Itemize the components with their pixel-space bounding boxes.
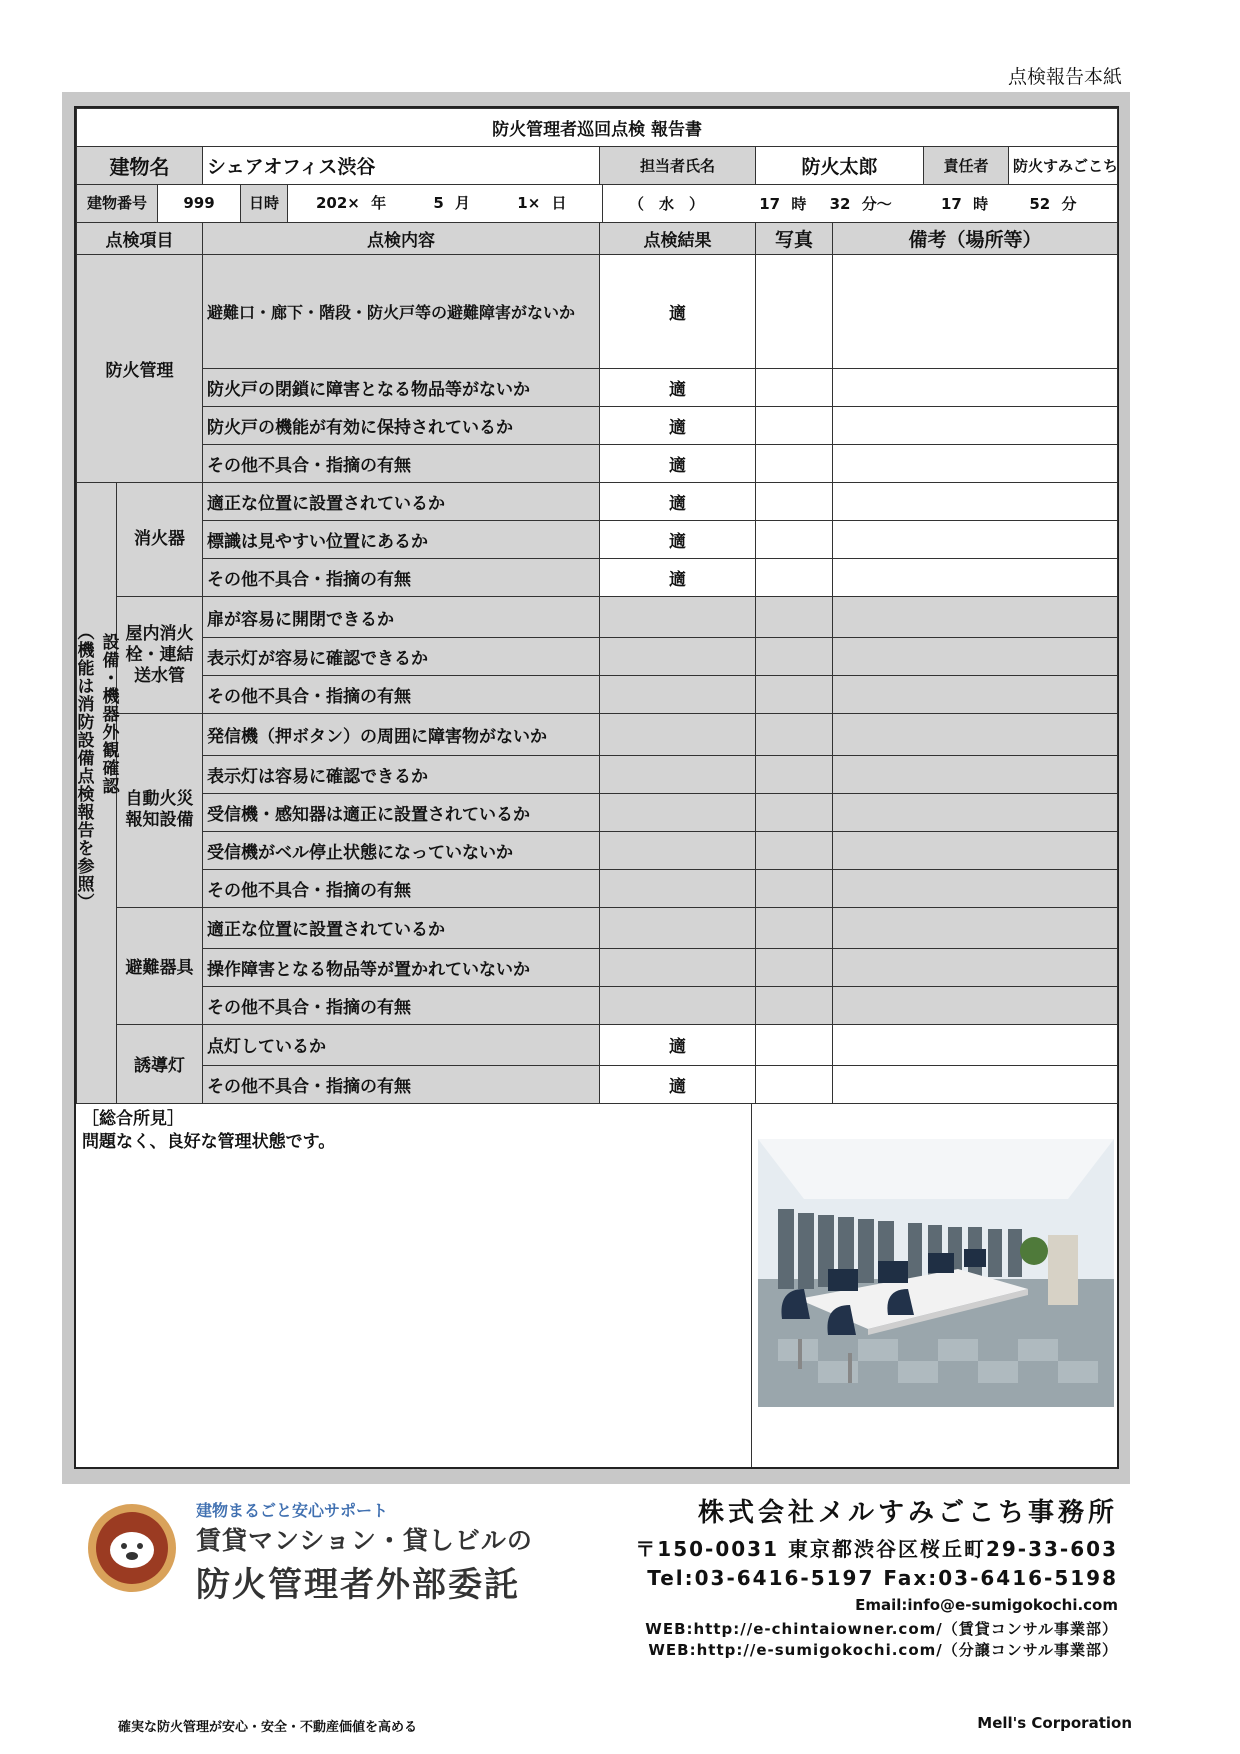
report-sheet <box>74 106 1119 1469</box>
equipment-group <box>73 483 119 1104</box>
photo-cell <box>756 831 833 869</box>
end-minute: 52 <box>1029 195 1051 213</box>
photo-cell <box>756 597 833 638</box>
check-content: その他不具合・指摘の有無 <box>203 559 600 597</box>
check-content: 防火戸の閉鎖に障害となる物品等がないか <box>203 369 600 407</box>
photo-cell <box>756 869 833 907</box>
building-number-label: 建物番号 <box>77 185 158 222</box>
photo-cell <box>756 255 833 369</box>
remarks-cell <box>833 831 1118 869</box>
start-minute: 32 <box>829 195 851 213</box>
check-result <box>600 714 756 755</box>
check-result <box>600 638 756 676</box>
remarks-cell <box>833 597 1118 638</box>
check-result <box>600 755 756 793</box>
opinion-text: 問題なく、良好な管理状態です。 <box>82 1132 336 1152</box>
photo-cell <box>756 793 833 831</box>
header-photo: 写真 <box>756 223 833 255</box>
start-hour: 17 <box>759 195 781 213</box>
check-content: その他不具合・指摘の有無 <box>203 869 600 907</box>
evacuation-label: 避難器具 <box>117 907 203 1024</box>
remarks-cell <box>833 986 1118 1024</box>
remarks-cell <box>833 948 1118 986</box>
check-content: 適正な位置に設置されているか <box>203 907 600 948</box>
photo-cell <box>756 483 833 521</box>
company-info <box>635 1492 1118 1660</box>
year: 202× <box>316 194 360 212</box>
weekday: （ 水 ） <box>629 195 705 213</box>
date-label: 日時 <box>241 185 288 222</box>
company-name: 株式会社メルすみごこち事務所 <box>697 1498 1118 1528</box>
equipment-label: 設備・機器外観確認 <box>98 633 119 795</box>
check-content: 受信機・感知器は適正に設置されているか <box>203 793 600 831</box>
photo-cell <box>756 369 833 407</box>
header-item: 点検項目 <box>77 223 203 255</box>
photo-cell <box>756 445 833 483</box>
end-hour-unit: 時 <box>973 195 989 213</box>
building-name-label: 建物名 <box>77 147 203 185</box>
report-title: 防火管理者巡回点検 報告書 <box>77 109 1118 147</box>
date-row <box>77 185 1117 222</box>
check-content: 受信機がベル停止状態になっていないか <box>203 831 600 869</box>
start-minute-unit: 分～ <box>861 195 892 213</box>
photo-cell <box>756 907 833 948</box>
company-web-sumigokochi[interactable]: WEB:http://e-sumigokochi.com/（分譲コンサル事業部） <box>648 1641 1118 1659</box>
remarks-cell <box>833 407 1118 445</box>
photo-cell <box>756 1024 833 1065</box>
inspector-name: 防火太郎 <box>756 147 924 185</box>
start-hour-unit: 時 <box>791 195 807 213</box>
check-result <box>600 597 756 638</box>
manager-name: 防火すみごこち <box>1009 147 1118 185</box>
check-content: 扉が容易に開閉できるか <box>203 597 600 638</box>
photo-cell <box>756 755 833 793</box>
check-result: 適 <box>600 483 756 521</box>
check-result <box>600 831 756 869</box>
photo-cell <box>756 407 833 445</box>
company-email[interactable]: Email:info@e-sumigokochi.com <box>855 1596 1118 1614</box>
hydrant-label: 屋内消火栓・連結送水管 <box>117 597 203 714</box>
photo-cell <box>756 986 833 1024</box>
header-remarks: 備考（場所等） <box>833 223 1118 255</box>
remarks-cell <box>833 1024 1118 1065</box>
check-result <box>600 986 756 1024</box>
remarks-cell <box>833 255 1118 369</box>
remarks-cell <box>833 1066 1118 1104</box>
summary-area <box>76 1104 1117 1467</box>
time-value <box>603 193 1117 214</box>
manager-label: 責任者 <box>924 147 1009 185</box>
equipment-note: （機能は消防設備点検報告を参照） <box>73 623 94 911</box>
check-content: 適正な位置に設置されているか <box>203 483 600 521</box>
inspection-table <box>73 108 1119 1104</box>
year-unit: 年 <box>371 194 387 212</box>
overall-opinion <box>76 1104 752 1467</box>
check-result: 適 <box>600 407 756 445</box>
remarks-cell <box>833 755 1118 793</box>
remarks-cell <box>833 521 1118 559</box>
header-content: 点検内容 <box>203 223 600 255</box>
check-result <box>600 676 756 714</box>
end-minute-unit: 分 <box>1061 195 1077 213</box>
photo-cell <box>756 559 833 597</box>
check-result: 適 <box>600 521 756 559</box>
inspector-label: 担当者氏名 <box>600 147 756 185</box>
company-address: 〒150-0031 東京都渋谷区桜丘町29-33-603 <box>635 1537 1118 1561</box>
check-content: 表示灯が容易に確認できるか <box>203 638 600 676</box>
remarks-cell <box>833 638 1118 676</box>
office-photo <box>758 1139 1114 1407</box>
month-unit: 月 <box>455 194 471 212</box>
remarks-cell <box>833 445 1118 483</box>
check-result <box>600 869 756 907</box>
company-tel-fax: Tel:03-6416-5197 Fax:03-6416-5198 <box>647 1566 1118 1590</box>
day-unit: 日 <box>551 194 567 212</box>
check-content: 防火戸の機能が有効に保持されているか <box>203 407 600 445</box>
month: 5 <box>433 194 444 212</box>
check-result: 適 <box>600 255 756 369</box>
check-content: その他不具合・指摘の有無 <box>203 1066 600 1104</box>
photo-cell <box>756 1066 833 1104</box>
check-content: その他不具合・指摘の有無 <box>203 445 600 483</box>
bulldog-logo-icon <box>86 1502 178 1594</box>
header-result: 点検結果 <box>600 223 756 255</box>
check-result <box>600 948 756 986</box>
photo-cell <box>756 521 833 559</box>
check-content: 避難口・廊下・階段・防火戸等の避難障害がないか <box>203 255 600 369</box>
check-content: 操作障害となる物品等が置かれていないか <box>203 948 600 986</box>
check-result <box>600 793 756 831</box>
photo-cell <box>756 948 833 986</box>
day: 1× <box>517 194 541 212</box>
photo-cell <box>756 676 833 714</box>
end-hour: 17 <box>940 195 962 213</box>
check-content: その他不具合・指摘の有無 <box>203 986 600 1024</box>
remarks-cell <box>833 559 1118 597</box>
tagline: 確実な防火管理が安心・安全・不動産価値を高める <box>118 1720 418 1735</box>
check-content: 発信機（押ボタン）の周囲に障害物がないか <box>203 714 600 755</box>
building-number: 999 <box>158 185 241 222</box>
opinion-label: ［総合所見］ <box>82 1109 184 1129</box>
logo-subtitle: 建物まるごと安心サポート <box>196 1501 389 1520</box>
remarks-cell <box>833 869 1118 907</box>
alarm-label: 自動火災報知設備 <box>117 714 203 907</box>
remarks-cell <box>833 483 1118 521</box>
photo-cell <box>756 638 833 676</box>
remarks-cell <box>833 714 1118 755</box>
remarks-cell <box>833 793 1118 831</box>
brand-name: Mell's Corporation <box>977 1714 1132 1732</box>
logo-line1: 賃貸マンション・貸しビルの <box>196 1526 533 1555</box>
check-content: 表示灯は容易に確認できるか <box>203 755 600 793</box>
extinguisher-label: 消火器 <box>117 483 203 597</box>
check-result: 適 <box>600 559 756 597</box>
date-value <box>288 185 603 222</box>
remarks-cell <box>833 676 1118 714</box>
building-name: シェアオフィス渋谷 <box>203 147 600 185</box>
remarks-cell <box>833 907 1118 948</box>
fire-management-label: 防火管理 <box>77 255 203 483</box>
check-content: その他不具合・指摘の有無 <box>203 676 600 714</box>
check-result: 適 <box>600 445 756 483</box>
check-result: 適 <box>600 369 756 407</box>
logo-line2: 防火管理者外部委託 <box>196 1565 520 1605</box>
check-content: 標識は見やすい位置にあるか <box>203 521 600 559</box>
check-result: 適 <box>600 1024 756 1065</box>
guide-light-label: 誘導灯 <box>117 1024 203 1103</box>
remarks-cell <box>833 369 1118 407</box>
check-result: 適 <box>600 1066 756 1104</box>
company-web-chintai[interactable]: WEB:http://e-chintaiowner.com/（賃貸コンサル事業部） <box>645 1620 1118 1638</box>
check-content: 点灯しているか <box>203 1024 600 1065</box>
photo-cell <box>756 714 833 755</box>
check-result <box>600 907 756 948</box>
document-tag: 点検報告本紙 <box>1007 66 1122 88</box>
